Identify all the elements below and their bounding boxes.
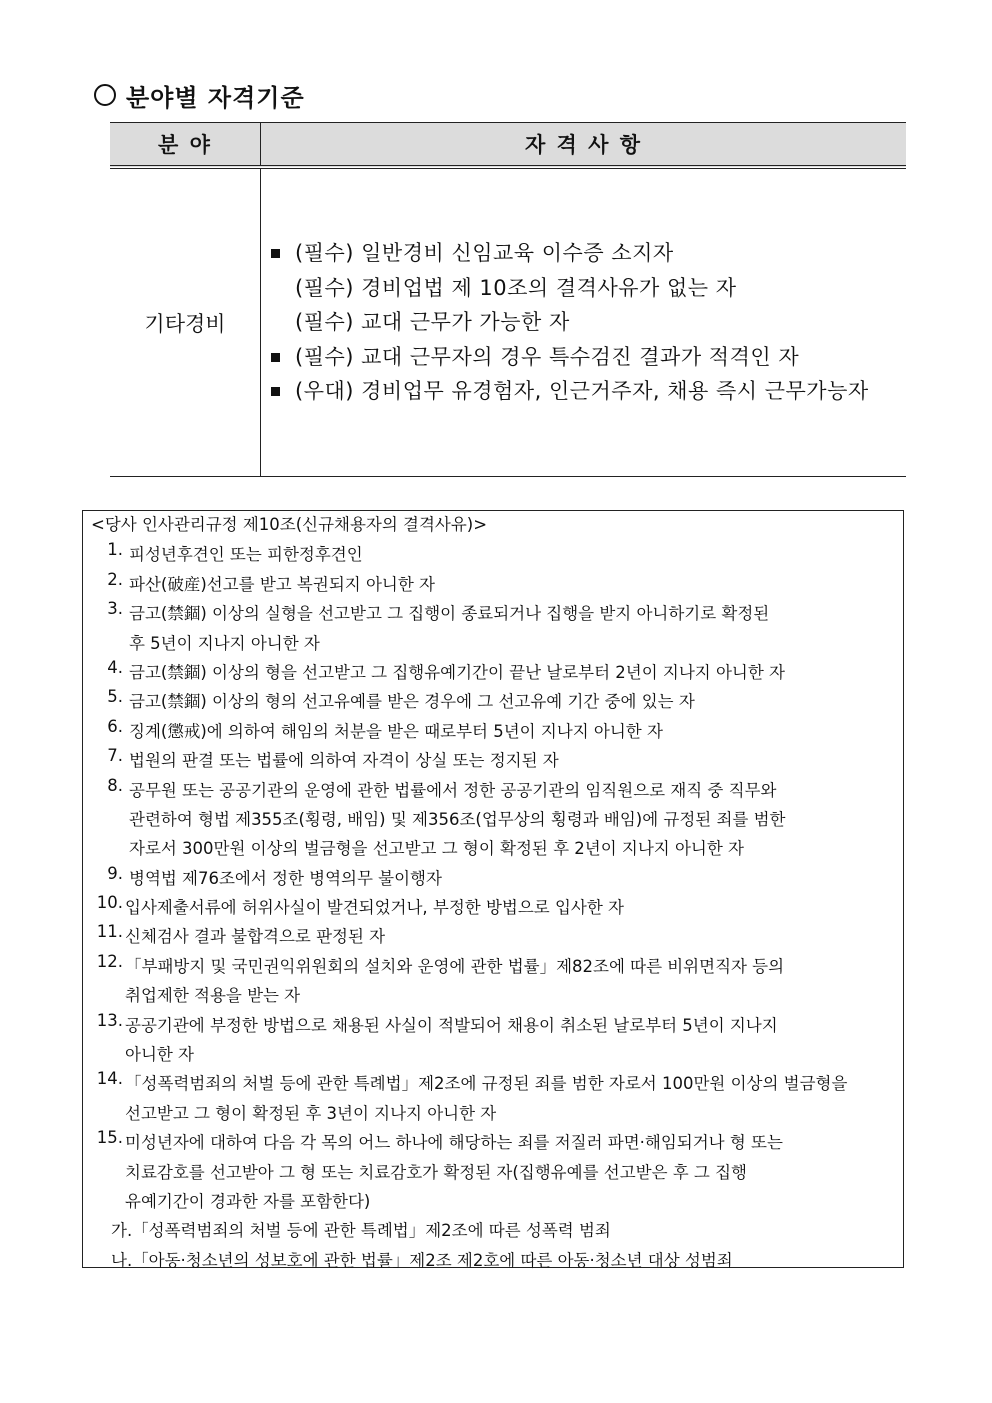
field-cell: 기타경비 (110, 167, 261, 477)
regulation-subitems (91, 1216, 897, 1275)
regulation-item-line: 입사제출서류에 허위사실이 발견되었거나, 부정한 방법으로 입사한 자 (125, 898, 624, 918)
regulation-item (91, 570, 897, 599)
regulation-item-line: 「부패방지 및 국민권익위원회의 설치와 운영에 관한 법률」제82조에 따른 비위면직자 등의 (125, 956, 785, 976)
bullet-spacer (269, 271, 287, 306)
regulation-item-line: 유예기간이 경과한 자를 포함한다) (125, 1191, 371, 1211)
regulation-item (91, 746, 897, 775)
regulation-box (82, 510, 904, 1268)
regulation-item (91, 1069, 897, 1128)
regulation-item-line: 징계(懲戒)에 의하여 해임의 처분을 받은 때로부터 5년이 지나지 아니한 자 (129, 721, 663, 741)
list-item (269, 340, 905, 375)
regulation-subitem: 나.「아동·청소년의 성보호에 관한 법률」제2조 제2호에 따른 아동·청소년 대상 성범죄 (111, 1250, 733, 1270)
regulation-item-number: 5. (107, 687, 123, 707)
regulation-list (91, 540, 897, 1216)
regulation-item-line: 금고(禁錮) 이상의 형을 선고받고 그 집행유예기간이 끝난 날로부터 2년이 지나지 아니한 자 (129, 662, 785, 682)
regulation-item-line: 파산(破産)선고를 받고 복권되지 아니한 자 (129, 574, 435, 594)
table-header-row (110, 123, 906, 168)
regulation-item (91, 1128, 897, 1216)
list-item (269, 374, 905, 409)
requirement-text: (필수) 경비업법 제 10조의 결격사유가 없는 자 (295, 275, 737, 300)
qualification-table (110, 122, 906, 477)
square-bullet-icon (269, 374, 287, 409)
regulation-item-line: 「성폭력범죄의 처벌 등에 관한 특례법」제2조에 규정된 죄를 범한 자로서 100만원 이상의 벌금형을 (125, 1074, 848, 1094)
header-field: 분 야 (110, 123, 261, 168)
regulation-item-line: 미성년자에 대하여 다음 각 목의 어느 하나에 해당하는 죄를 저질러 파면·해임되거나 형 또는 (125, 1133, 783, 1153)
regulation-item-number: 11. (96, 922, 123, 942)
header-requirements: 자 격 사 항 (261, 123, 907, 168)
regulation-item (91, 893, 897, 922)
requirements-cell (261, 167, 907, 477)
requirements-list (269, 236, 905, 409)
regulation-item-number: 7. (107, 746, 123, 766)
regulation-item-line: 공공기관에 부정한 방법으로 채용된 사실이 적발되어 채용이 취소된 날로부터 5년이 지나지 (125, 1015, 778, 1035)
square-bullet-icon (269, 236, 287, 271)
regulation-item-line: 금고(禁錮) 이상의 실형을 선고받고 그 집행이 종료되거나 집행을 받지 아니하기로 확정된 (129, 604, 770, 624)
regulation-item-line: 취업제한 적용을 받는 자 (125, 986, 301, 1006)
regulation-item-line: 피성년후견인 또는 피한정후견인 (129, 545, 363, 565)
bullet-spacer (269, 305, 287, 340)
regulation-item-number: 6. (107, 716, 123, 736)
regulation-item (91, 599, 897, 658)
list-item (269, 305, 905, 340)
regulation-item-number: 4. (107, 657, 123, 677)
regulation-item (91, 776, 897, 864)
square-bullet-icon (269, 340, 287, 375)
regulation-item-number: 14. (96, 1069, 123, 1089)
regulation-item (91, 1011, 897, 1070)
section-title-text: 분야별 자격기준 (126, 83, 305, 112)
requirement-text: (필수) 일반경비 신임교육 이수증 소지자 (295, 241, 674, 266)
regulation-subitem: 가.「성폭력범죄의 처벌 등에 관한 특례법」제2조에 따른 성폭력 범죄 (111, 1221, 611, 1241)
regulation-item-number: 15. (96, 1128, 123, 1148)
regulation-item-line: 후 5년이 지나지 아니한 자 (129, 633, 320, 653)
regulation-item (91, 687, 897, 716)
circle-bullet-icon (94, 84, 116, 106)
regulation-item (91, 540, 897, 569)
regulation-item-line: 관련하여 형법 제355조(횡령, 배임) 및 제356조(업무상의 횡령과 배임)에 규정된 죄를 범한 (129, 809, 786, 829)
regulation-item-line: 공무원 또는 공공기관의 운영에 관한 법률에서 정한 공공기관의 임직원으로 재직 중 직무와 (129, 780, 777, 800)
regulation-item-number: 10. (96, 893, 123, 913)
regulation-item (91, 952, 897, 1011)
regulation-item-line: 금고(禁錮) 이상의 형의 선고유예를 받은 경우에 그 선고유예 기간 중에 있는 자 (129, 692, 695, 712)
list-item (269, 236, 905, 271)
regulation-item-number: 12. (96, 951, 123, 971)
regulation-item-number: 9. (107, 863, 123, 883)
regulation-item (91, 864, 897, 893)
regulation-item-number: 13. (96, 1010, 123, 1030)
regulation-item-number: 2. (107, 569, 123, 589)
regulation-item-line: 병역법 제76조에서 정한 병역의무 불이행자 (129, 868, 442, 888)
regulation-title: <당사 인사관리규정 제10조(신규채용자의 결격사유)> (91, 515, 488, 534)
regulation-item-line: 치료감호를 선고받아 그 형 또는 치료감호가 확정된 자(집행유예를 선고받은 후 그 집행 (125, 1162, 747, 1182)
regulation-item-line: 자로서 300만원 이상의 벌금형을 선고받고 그 형이 확정된 후 2년이 지나지 아니한 자 (129, 839, 744, 859)
regulation-item-number: 3. (107, 599, 123, 619)
requirement-text: (필수) 교대 근무자의 경우 특수검진 결과가 적격인 자 (295, 344, 800, 369)
regulation-item (91, 658, 897, 687)
requirement-text: (필수) 교대 근무가 가능한 자 (295, 310, 570, 335)
list-item (269, 271, 905, 306)
regulation-item-number: 1. (107, 540, 123, 560)
regulation-item-line: 법원의 판결 또는 법률에 의하여 자격이 상실 또는 정지된 자 (129, 751, 559, 771)
regulation-item-line: 선고받고 그 형이 확정된 후 3년이 지나지 아니한 자 (125, 1103, 497, 1123)
regulation-item-line: 아니한 자 (125, 1045, 195, 1065)
regulation-item (91, 922, 897, 951)
regulation-item (91, 717, 897, 746)
section-title (94, 78, 305, 112)
regulation-item-line: 신체검사 결과 불합격으로 판정된 자 (125, 927, 386, 947)
table-row (110, 167, 906, 477)
regulation-item-number: 8. (107, 775, 123, 795)
requirement-text: (우대) 경비업무 유경험자, 인근거주자, 채용 즉시 근무가능자 (295, 379, 869, 404)
